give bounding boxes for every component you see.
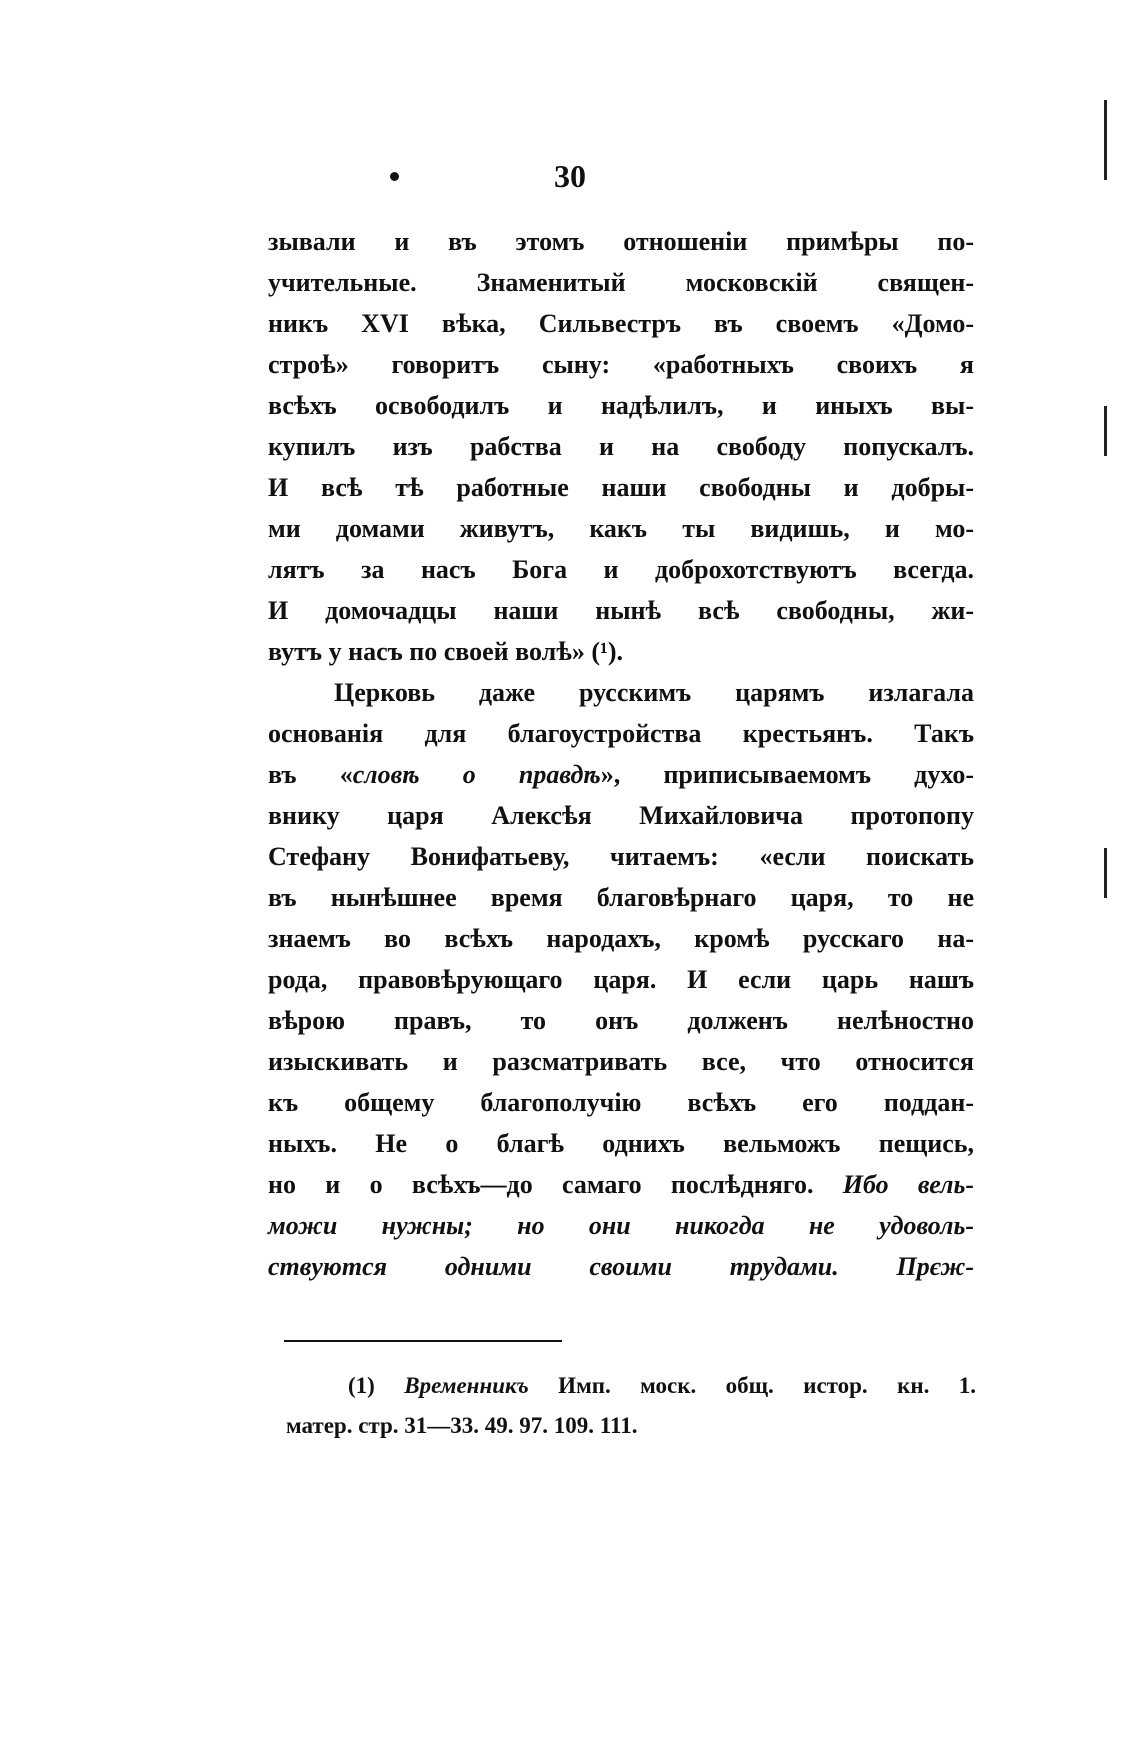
body-line	[268, 590, 974, 631]
body-text-segment: строѣ» говоритъ сыну: «работныхъ своихъ я	[268, 350, 974, 379]
body-line	[268, 303, 974, 344]
page-number: 30	[554, 158, 586, 194]
footnote	[286, 1366, 976, 1446]
body-text-segment: лятъ за насъ Бога и доброхотствуютъ всегда.	[268, 555, 974, 584]
footnote-line	[286, 1406, 976, 1446]
body-line	[268, 1164, 974, 1205]
body-text-segment: ныхъ. Не о благѣ однихъ вельможъ пещись,	[268, 1129, 974, 1158]
body-line	[268, 221, 974, 262]
footnote-text-segment: Временникъ	[404, 1373, 529, 1398]
body-line	[268, 918, 974, 959]
body-line	[268, 1000, 974, 1041]
body-line	[268, 877, 974, 918]
body-text-segment: внику царя Алексѣя Михайловича протопопу	[268, 801, 974, 830]
body-text-segment: никъ XVI вѣка, Сильвестръ въ своемъ «Домо-	[268, 309, 974, 338]
footnote-line	[286, 1366, 976, 1406]
body-line	[268, 262, 974, 303]
body-text-segment: въ «	[268, 760, 353, 789]
footnote-rule	[284, 1340, 562, 1342]
page-edge-mark	[1104, 848, 1107, 898]
body-text-segment: И домочадцы наши нынѣ всѣ свободны, жи-	[268, 596, 974, 625]
body-line	[268, 713, 974, 754]
body-line	[268, 1123, 974, 1164]
body-text-segment: вѣрою правъ, то онъ долженъ нелѣностно	[268, 1006, 974, 1035]
body-line	[268, 1246, 974, 1287]
body-text-segment: словѣ о правдѣ	[352, 760, 601, 789]
body-line	[268, 1082, 974, 1123]
body-text-segment: въ нынѣшнее время благовѣрнаго царя, то не	[268, 883, 974, 912]
body-text-segment: ствуются одними своими трудами. Прєж-	[268, 1252, 974, 1281]
body-line	[268, 754, 974, 795]
body-text-segment: рода, правовѣрующаго царя. И если царь нашъ	[268, 965, 974, 994]
body-text-segment: учительные. Знаменитый московскiй священ-	[268, 268, 974, 297]
body-line	[268, 385, 974, 426]
footnote-text-segment: (1)	[348, 1373, 405, 1398]
body-text-segment: », приписываемомъ духо-	[600, 760, 974, 789]
body-text-segment: вутъ у насъ по своей волѣ» (¹).	[268, 637, 623, 666]
body-text-segment: И всѣ тѣ работные наши свободны и добры-	[268, 473, 974, 502]
body-line	[268, 1205, 974, 1246]
body-line	[268, 426, 974, 467]
body-line	[268, 672, 974, 713]
body-line	[268, 836, 974, 877]
body-line	[268, 467, 974, 508]
body-text-segment: Стефану Вонифатьеву, читаемъ: «если поискать	[268, 842, 974, 871]
body-line	[268, 1041, 974, 1082]
body-text-segment: знаемъ во всѣхъ народахъ, кромѣ русскаго на-	[268, 924, 974, 953]
body-text-segment: Церковь даже русскимъ царямъ излагала	[334, 678, 974, 707]
body-text-segment: изыскивать и разсматривать все, что относится	[268, 1047, 974, 1076]
body-text-segment: всѣхъ освободилъ и надѣлилъ, и иныхъ вы-	[268, 391, 974, 420]
footnote-text-segment: матер. стр. 31—33. 49. 97. 109. 111.	[286, 1413, 638, 1438]
body-line	[268, 631, 974, 672]
body-text-segment: ми домами живутъ, какъ ты видишь, и мо-	[268, 514, 974, 543]
body-line	[268, 344, 974, 385]
body-line	[268, 508, 974, 549]
body-line	[268, 549, 974, 590]
body-text-segment: но и о всѣхъ—до самаго послѣдняго.	[268, 1170, 843, 1199]
body-text-segment: зывали и въ этомъ отношенiи примѣры по-	[268, 227, 974, 256]
body-text-segment: къ общему благополучiю всѣхъ его поддан-	[268, 1088, 974, 1117]
body-text-segment: Ибо вель-	[842, 1170, 974, 1199]
body-text	[268, 221, 974, 1287]
body-text-segment: купилъ изъ рабства и на свободу попускалъ.	[268, 432, 974, 461]
body-line	[268, 795, 974, 836]
page-edge-mark	[1104, 406, 1107, 456]
body-text-segment: можи нужны; но они никогда не удоволь-	[268, 1211, 974, 1240]
body-text-segment: основанiя для благоустройства крестьянъ. Такъ	[268, 719, 974, 748]
body-line	[268, 959, 974, 1000]
page-edge-mark	[1104, 100, 1107, 180]
footnote-text-segment: Имп. моск. общ. истор. кн. 1.	[528, 1373, 976, 1398]
